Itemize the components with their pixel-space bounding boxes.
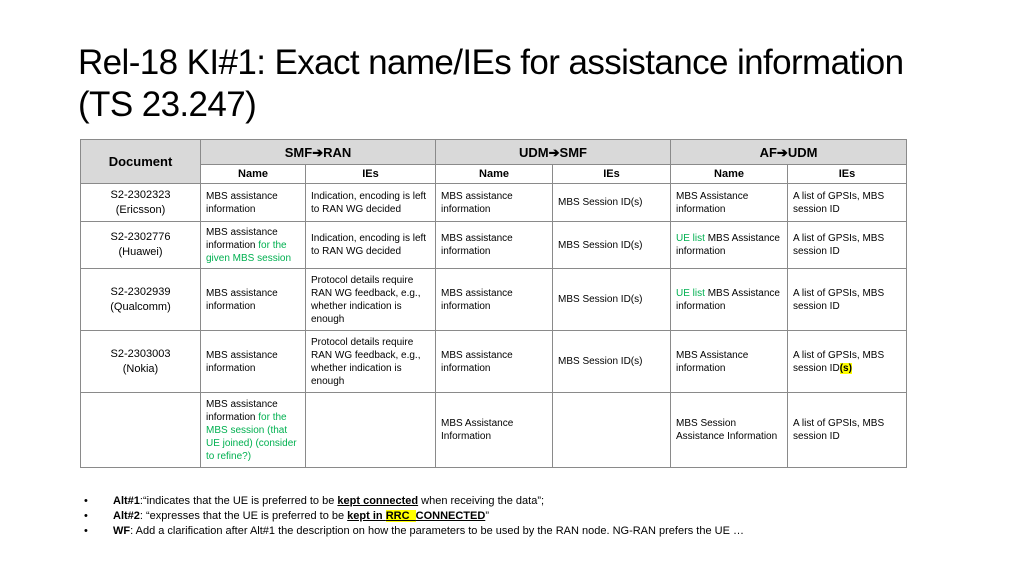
smf-ran-ies-cell: Indication, encoding is left to RAN WG decided — [306, 184, 436, 222]
highlighted-emphasis: RRC_ — [385, 510, 416, 522]
group-header-smf-ran: SMF➔RAN — [201, 140, 436, 165]
underlined-emphasis: kept in — [347, 510, 386, 522]
af-udm-ies-cell: A list of GPSIs, MBS session ID — [788, 222, 907, 269]
right-arrow-icon: ➔ — [548, 144, 560, 160]
af-udm-ies-cell: A list of GPSIs, MBS session ID — [788, 184, 907, 222]
right-arrow-icon: ➔ — [776, 144, 788, 160]
document-header: Document — [81, 140, 201, 184]
table-row — [81, 393, 907, 468]
document-cell: S2-2302323 (Ericsson) — [81, 184, 201, 222]
highlighted-suffix: (s) — [839, 362, 852, 374]
table-row — [81, 331, 907, 393]
udm-smf-name-cell: MBS assistance information — [436, 269, 553, 331]
udm-smf-ies-cell — [553, 393, 671, 468]
smf-ran-name-cell: MBS assistance information — [201, 331, 306, 393]
title-line-2: (TS 23.247) — [78, 85, 257, 124]
udm-smf-name-cell: MBS assistance information — [436, 184, 553, 222]
document-cell: S2-2303003 (Nokia) — [81, 331, 201, 393]
subheader-name: Name — [436, 165, 553, 184]
subheader-ies: IEs — [788, 165, 907, 184]
smf-ran-ies-cell: Protocol details require RAN WG feedback, e.g., whether indication is enough — [306, 269, 436, 331]
af-udm-ies-cell: A list of GPSIs, MBS session ID — [788, 269, 907, 331]
bullet-icon: • — [84, 525, 88, 537]
subheader-name: Name — [201, 165, 306, 184]
underlined-emphasis: CONNECTED — [415, 510, 486, 522]
udm-smf-ies-cell: MBS Session ID(s) — [553, 184, 671, 222]
subheader-name: Name — [671, 165, 788, 184]
table-row — [81, 184, 907, 222]
smf-ran-ies-cell: Indication, encoding is left to RAN WG decided — [306, 222, 436, 269]
note-label: WF — [113, 525, 131, 537]
underlined-emphasis: kept connected — [337, 495, 419, 507]
table-row — [81, 222, 907, 269]
smf-ran-ies-cell — [306, 393, 436, 468]
list-item: • Alt#2: “expresses that the UE is preferred to be kept in RRC_CONNECTED” — [84, 510, 489, 522]
green-annotation: for the given MBS session — [206, 239, 292, 264]
udm-smf-name-cell: MBS Assistance Information — [436, 393, 553, 468]
smf-ran-ies-cell: Protocol details require RAN WG feedback, e.g., whether indication is enough — [306, 331, 436, 393]
list-item: • Alt#1:“indicates that the UE is preferred to be kept connected when receiving the data”; — [84, 495, 545, 507]
af-udm-ies-cell: A list of GPSIs, MBS session ID(s) — [788, 331, 907, 393]
list-item: • WF: Add a clarification after Alt#1 the description on how the parameters to be used by the RAN node. NG-RAN prefers the UE … — [84, 525, 744, 537]
af-udm-ies-cell: A list of GPSIs, MBS session ID — [788, 393, 907, 468]
smf-ran-name-cell: MBS assistance information — [201, 269, 306, 331]
assistance-info-table — [80, 139, 907, 468]
udm-smf-ies-cell: MBS Session ID(s) — [553, 222, 671, 269]
udm-smf-ies-cell: MBS Session ID(s) — [553, 269, 671, 331]
title-line-1: Rel-18 KI#1: Exact name/IEs for assistance information — [78, 43, 904, 82]
udm-smf-ies-cell: MBS Session ID(s) — [553, 331, 671, 393]
group-header-udm-smf: UDM➔SMF — [436, 140, 671, 165]
udm-smf-name-cell: MBS assistance information — [436, 331, 553, 393]
green-annotation: UE list — [676, 233, 705, 244]
bullet-icon: • — [84, 510, 88, 522]
bullet-icon: • — [84, 495, 88, 507]
subheader-ies: IEs — [306, 165, 436, 184]
note-label: Alt#2 — [113, 510, 140, 522]
af-udm-name-cell: MBS Assistance information — [671, 331, 788, 393]
note-label: Alt#1 — [113, 495, 140, 507]
right-arrow-icon: ➔ — [312, 144, 324, 160]
af-udm-name-cell: MBS Session Assistance Information — [671, 393, 788, 468]
smf-ran-name-cell: MBS assistance information for the given MBS session — [201, 222, 306, 269]
smf-ran-name-cell: MBS assistance information for the MBS session (that UE joined) (consider to refine?) — [201, 393, 306, 468]
udm-smf-name-cell: MBS assistance information — [436, 222, 553, 269]
green-annotation: UE list — [676, 287, 705, 299]
notes-list — [84, 494, 1004, 539]
af-udm-name-cell: UE list MBS Assistance information — [671, 269, 788, 331]
document-cell: S2-2302776 (Huawei) — [81, 222, 201, 269]
slide-title — [78, 42, 978, 126]
document-cell: S2-2302939 (Qualcomm) — [81, 269, 201, 331]
af-udm-name-cell: UE list MBS Assistance information — [671, 222, 788, 269]
table-row — [81, 269, 907, 331]
green-annotation: for the MBS session (that UE joined) (consider to refine?) — [206, 411, 297, 462]
smf-ran-name-cell: MBS assistance information — [201, 184, 306, 222]
subheader-ies: IEs — [553, 165, 671, 184]
group-header-af-udm: AF➔UDM — [671, 140, 907, 165]
af-udm-name-cell: MBS Assistance information — [671, 184, 788, 222]
document-cell — [81, 393, 201, 468]
